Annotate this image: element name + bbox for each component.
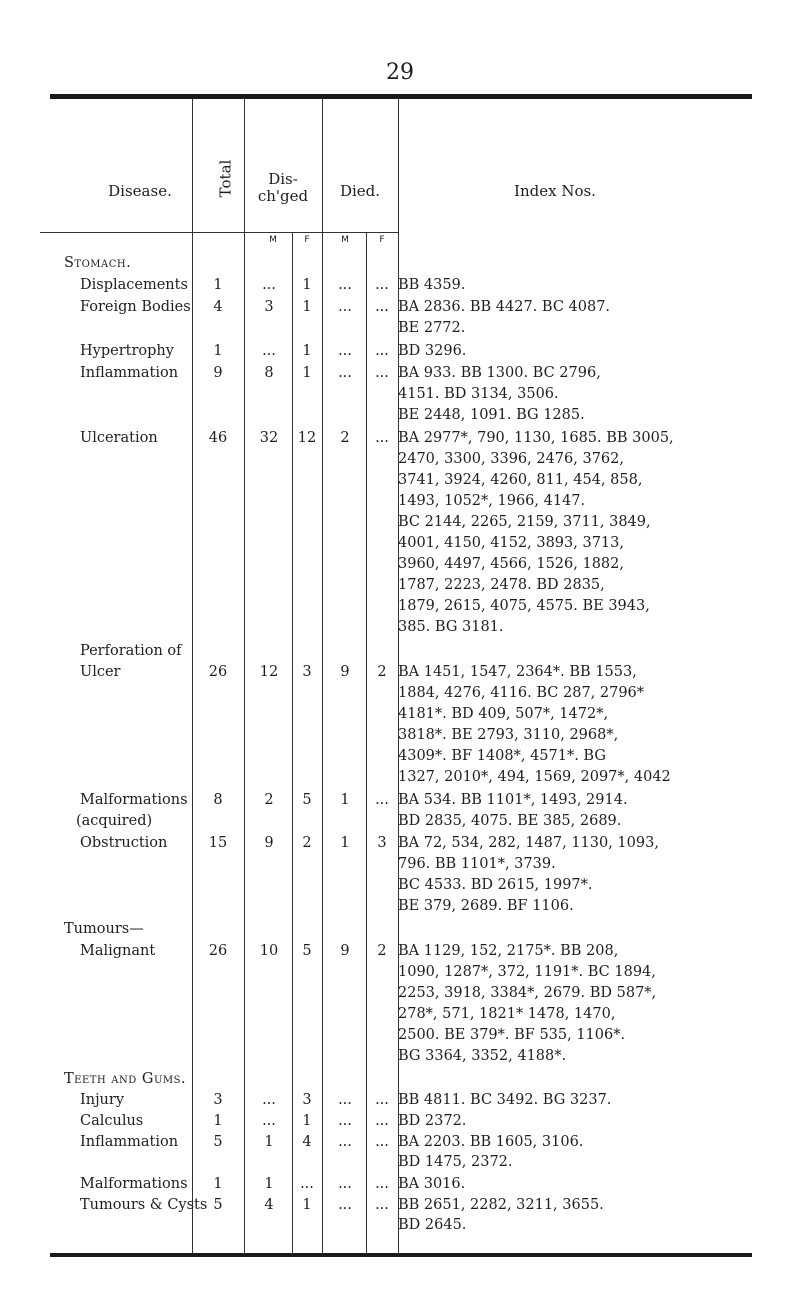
discharged-m-cell: 12 [259, 664, 279, 680]
header-died-f: F [379, 235, 385, 245]
index-line: BE 379, 2689. BF 1106. [398, 898, 574, 914]
index-line: BC 2144, 2265, 2159, 3711, 3849, [398, 514, 651, 530]
table-row [0, 1131, 800, 1153]
index-line: 3818*. BE 2793, 3110, 2968*, [398, 727, 619, 743]
discharged-f-cell: 1 [302, 299, 312, 315]
total-cell: 15 [208, 835, 228, 851]
total-cell: 5 [213, 1134, 223, 1150]
index-line: BD 2645. [398, 1217, 467, 1233]
total-cell: 9 [213, 365, 223, 381]
disease-name: Malignant [80, 943, 156, 959]
index-line: 796. BB 1101*, 3739. [398, 856, 556, 872]
disease-name-line1: Perforation of [80, 643, 182, 659]
table-row [0, 296, 800, 318]
died-m-cell: ... [338, 1197, 352, 1213]
died-m-cell: 1 [340, 835, 350, 851]
index-line: BA 3016. [398, 1176, 466, 1192]
header-discharged: Dis- ch'ged [257, 170, 309, 205]
disease-name: Obstruction [80, 835, 168, 851]
discharged-m-cell: 1 [264, 1134, 274, 1150]
died-m-cell: ... [338, 343, 352, 359]
died-f-cell: 3 [377, 835, 387, 851]
died-m-cell: 9 [340, 943, 350, 959]
header-index-nos: Index Nos. [514, 182, 596, 200]
died-f-cell: ... [375, 1113, 389, 1129]
index-line: BA 72, 534, 282, 1487, 1130, 1093, [398, 835, 659, 851]
index-line: BB 4359. [398, 277, 466, 293]
header-disease: Disease. [108, 182, 172, 200]
index-line: 4181*. BD 409, 507*, 1472*, [398, 706, 609, 722]
section-title: Stomach. [64, 255, 132, 271]
total-cell: 3 [213, 1092, 223, 1108]
discharged-m-cell: 32 [259, 430, 279, 446]
total-cell: 4 [213, 299, 223, 315]
index-line: 3960, 4497, 4566, 1526, 1882, [398, 556, 624, 572]
header-died-m: M [341, 235, 349, 245]
index-line: BA 534. BB 1101*, 1493, 2914. [398, 792, 628, 808]
table-row [0, 940, 800, 962]
died-f-cell: ... [375, 792, 389, 808]
discharged-m-cell: ... [262, 277, 276, 293]
total-cell: 26 [208, 943, 228, 959]
header-total: Total [216, 159, 235, 198]
index-line: 4151. BD 3134, 3506. [398, 386, 559, 402]
died-f-cell: ... [375, 365, 389, 381]
index-line: BA 2836. BB 4427. BC 4087. [398, 299, 611, 315]
table-row [0, 340, 800, 362]
discharged-f-cell: 3 [302, 664, 312, 680]
index-line: 1884, 4276, 4116. BC 287, 2796* [398, 685, 645, 701]
table-bottom-rule [50, 1253, 752, 1257]
index-line: BB 4811. BC 3492. BG 3237. [398, 1092, 612, 1108]
died-m-cell: 9 [340, 664, 350, 680]
index-line: 278*, 571, 1821* 1478, 1470, [398, 1006, 616, 1022]
discharged-f-cell: 5 [302, 943, 312, 959]
discharged-f-cell: 2 [302, 835, 312, 851]
discharged-m-cell: 2 [264, 792, 274, 808]
index-line: BA 933. BB 1300. BC 2796, [398, 365, 601, 381]
discharged-f-cell: ... [300, 1176, 314, 1192]
index-line: BA 2977*, 790, 1130, 1685. BB 3005, [398, 430, 674, 446]
page-number: 29 [386, 60, 414, 85]
died-f-cell: ... [375, 1134, 389, 1150]
discharged-m-cell: ... [262, 343, 276, 359]
died-f-cell: ... [375, 1197, 389, 1213]
section-title: Teeth and Gums. [64, 1071, 187, 1087]
discharged-m-cell: 1 [264, 1176, 274, 1192]
table-row [0, 427, 800, 449]
disease-name: Hypertrophy [80, 343, 174, 359]
discharged-m-cell: 4 [264, 1197, 274, 1213]
disease-name: Inflammation [80, 1134, 179, 1150]
index-line: 3741, 3924, 4260, 811, 454, 858, [398, 472, 643, 488]
disease-name: Malformations [80, 1176, 188, 1192]
index-line: BC 4533. BD 2615, 1997*. [398, 877, 593, 893]
index-line: BE 2772. [398, 320, 466, 336]
died-m-cell: ... [338, 1134, 352, 1150]
index-line: 1879, 2615, 4075, 4575. BE 3943, [398, 598, 650, 614]
table-row [0, 1089, 800, 1111]
index-line: BA 1129, 152, 2175*. BB 208, [398, 943, 619, 959]
died-f-cell: ... [375, 299, 389, 315]
index-line: 2470, 3300, 3396, 2476, 3762, [398, 451, 624, 467]
disease-name: Foreign Bodies [80, 299, 191, 315]
discharged-f-cell: 4 [302, 1134, 312, 1150]
table-row [0, 1194, 800, 1216]
index-line: 2253, 3918, 3384*, 2679. BD 587*, [398, 985, 657, 1001]
index-line: 1090, 1287*, 372, 1191*. BC 1894, [398, 964, 656, 980]
index-line: BE 2448, 1091. BG 1285. [398, 407, 585, 423]
table-row [0, 1173, 800, 1195]
died-f-cell: ... [375, 1092, 389, 1108]
discharged-f-cell: 1 [302, 365, 312, 381]
disease-name: Ulceration [80, 430, 158, 446]
table-row [0, 274, 800, 296]
index-line: 1327, 2010*, 494, 1569, 2097*, 4042 [398, 769, 671, 785]
header-discharged-m: M [269, 235, 277, 245]
index-line: BD 2372. [398, 1113, 467, 1129]
disease-name: Inflammation [80, 365, 179, 381]
disease-name-line1: Tumours— [64, 921, 144, 937]
discharged-m-cell: 9 [264, 835, 274, 851]
discharged-m-cell: 8 [264, 365, 274, 381]
died-f-cell: 2 [377, 664, 387, 680]
died-m-cell: ... [338, 1092, 352, 1108]
died-f-cell: ... [375, 1176, 389, 1192]
table-row [0, 1110, 800, 1132]
total-cell: 1 [213, 1176, 223, 1192]
header-discharged-f: F [304, 235, 310, 245]
index-line: 385. BG 3181. [398, 619, 504, 635]
index-line: BB 2651, 2282, 3211, 3655. [398, 1197, 604, 1213]
died-f-cell: ... [375, 343, 389, 359]
died-m-cell: 2 [340, 430, 350, 446]
total-cell: 8 [213, 792, 223, 808]
disease-name-line2: (acquired) [76, 813, 153, 829]
discharged-f-cell: 1 [302, 1113, 312, 1129]
discharged-m-cell: ... [262, 1113, 276, 1129]
died-m-cell: 1 [340, 792, 350, 808]
disease-name: Malformations [80, 792, 188, 808]
index-line: BD 2835, 4075. BE 385, 2689. [398, 813, 622, 829]
died-f-cell: ... [375, 430, 389, 446]
index-line: BA 1451, 1547, 2364*. BB 1553, [398, 664, 637, 680]
index-line: BD 1475, 2372. [398, 1154, 513, 1170]
total-cell: 5 [213, 1197, 223, 1213]
table-top-rule [50, 94, 752, 99]
disease-name: Calculus [80, 1113, 144, 1129]
total-cell: 1 [213, 343, 223, 359]
index-line: 2500. BE 379*. BF 535, 1106*. [398, 1027, 626, 1043]
disease-name: Injury [80, 1092, 125, 1108]
index-line: 1787, 2223, 2478. BD 2835, [398, 577, 605, 593]
died-m-cell: ... [338, 1113, 352, 1129]
index-line: 1493, 1052*, 1966, 4147. [398, 493, 586, 509]
disease-name: Ulcer [80, 664, 121, 680]
index-line: 4001, 4150, 4152, 3893, 3713, [398, 535, 624, 551]
disease-name: Tumours & Cysts [80, 1197, 208, 1213]
discharged-f-cell: 3 [302, 1092, 312, 1108]
index-line: BA 2203. BB 1605, 3106. [398, 1134, 584, 1150]
discharged-f-cell: 12 [297, 430, 317, 446]
index-line: BG 3364, 3352, 4188*. [398, 1048, 567, 1064]
discharged-f-cell: 1 [302, 1197, 312, 1213]
died-m-cell: ... [338, 277, 352, 293]
died-f-cell: ... [375, 277, 389, 293]
disease-name: Displacements [80, 277, 188, 293]
index-line: BD 3296. [398, 343, 467, 359]
died-m-cell: ... [338, 299, 352, 315]
discharged-f-cell: 1 [302, 277, 312, 293]
discharged-m-cell: 10 [259, 943, 279, 959]
died-m-cell: ... [338, 365, 352, 381]
table-row [0, 661, 800, 683]
table-row [0, 789, 800, 811]
header-rule [40, 232, 398, 233]
total-cell: 1 [213, 277, 223, 293]
header-died: Died. [339, 182, 381, 200]
total-cell: 26 [208, 664, 228, 680]
index-line: 4309*. BF 1408*, 4571*. BG [398, 748, 606, 764]
discharged-m-cell: ... [262, 1092, 276, 1108]
discharged-f-cell: 5 [302, 792, 312, 808]
died-f-cell: 2 [377, 943, 387, 959]
total-cell: 46 [208, 430, 228, 446]
discharged-f-cell: 1 [302, 343, 312, 359]
died-m-cell: ... [338, 1176, 352, 1192]
discharged-m-cell: 3 [264, 299, 274, 315]
table-row [0, 362, 800, 384]
table-row [0, 832, 800, 854]
total-cell: 1 [213, 1113, 223, 1129]
